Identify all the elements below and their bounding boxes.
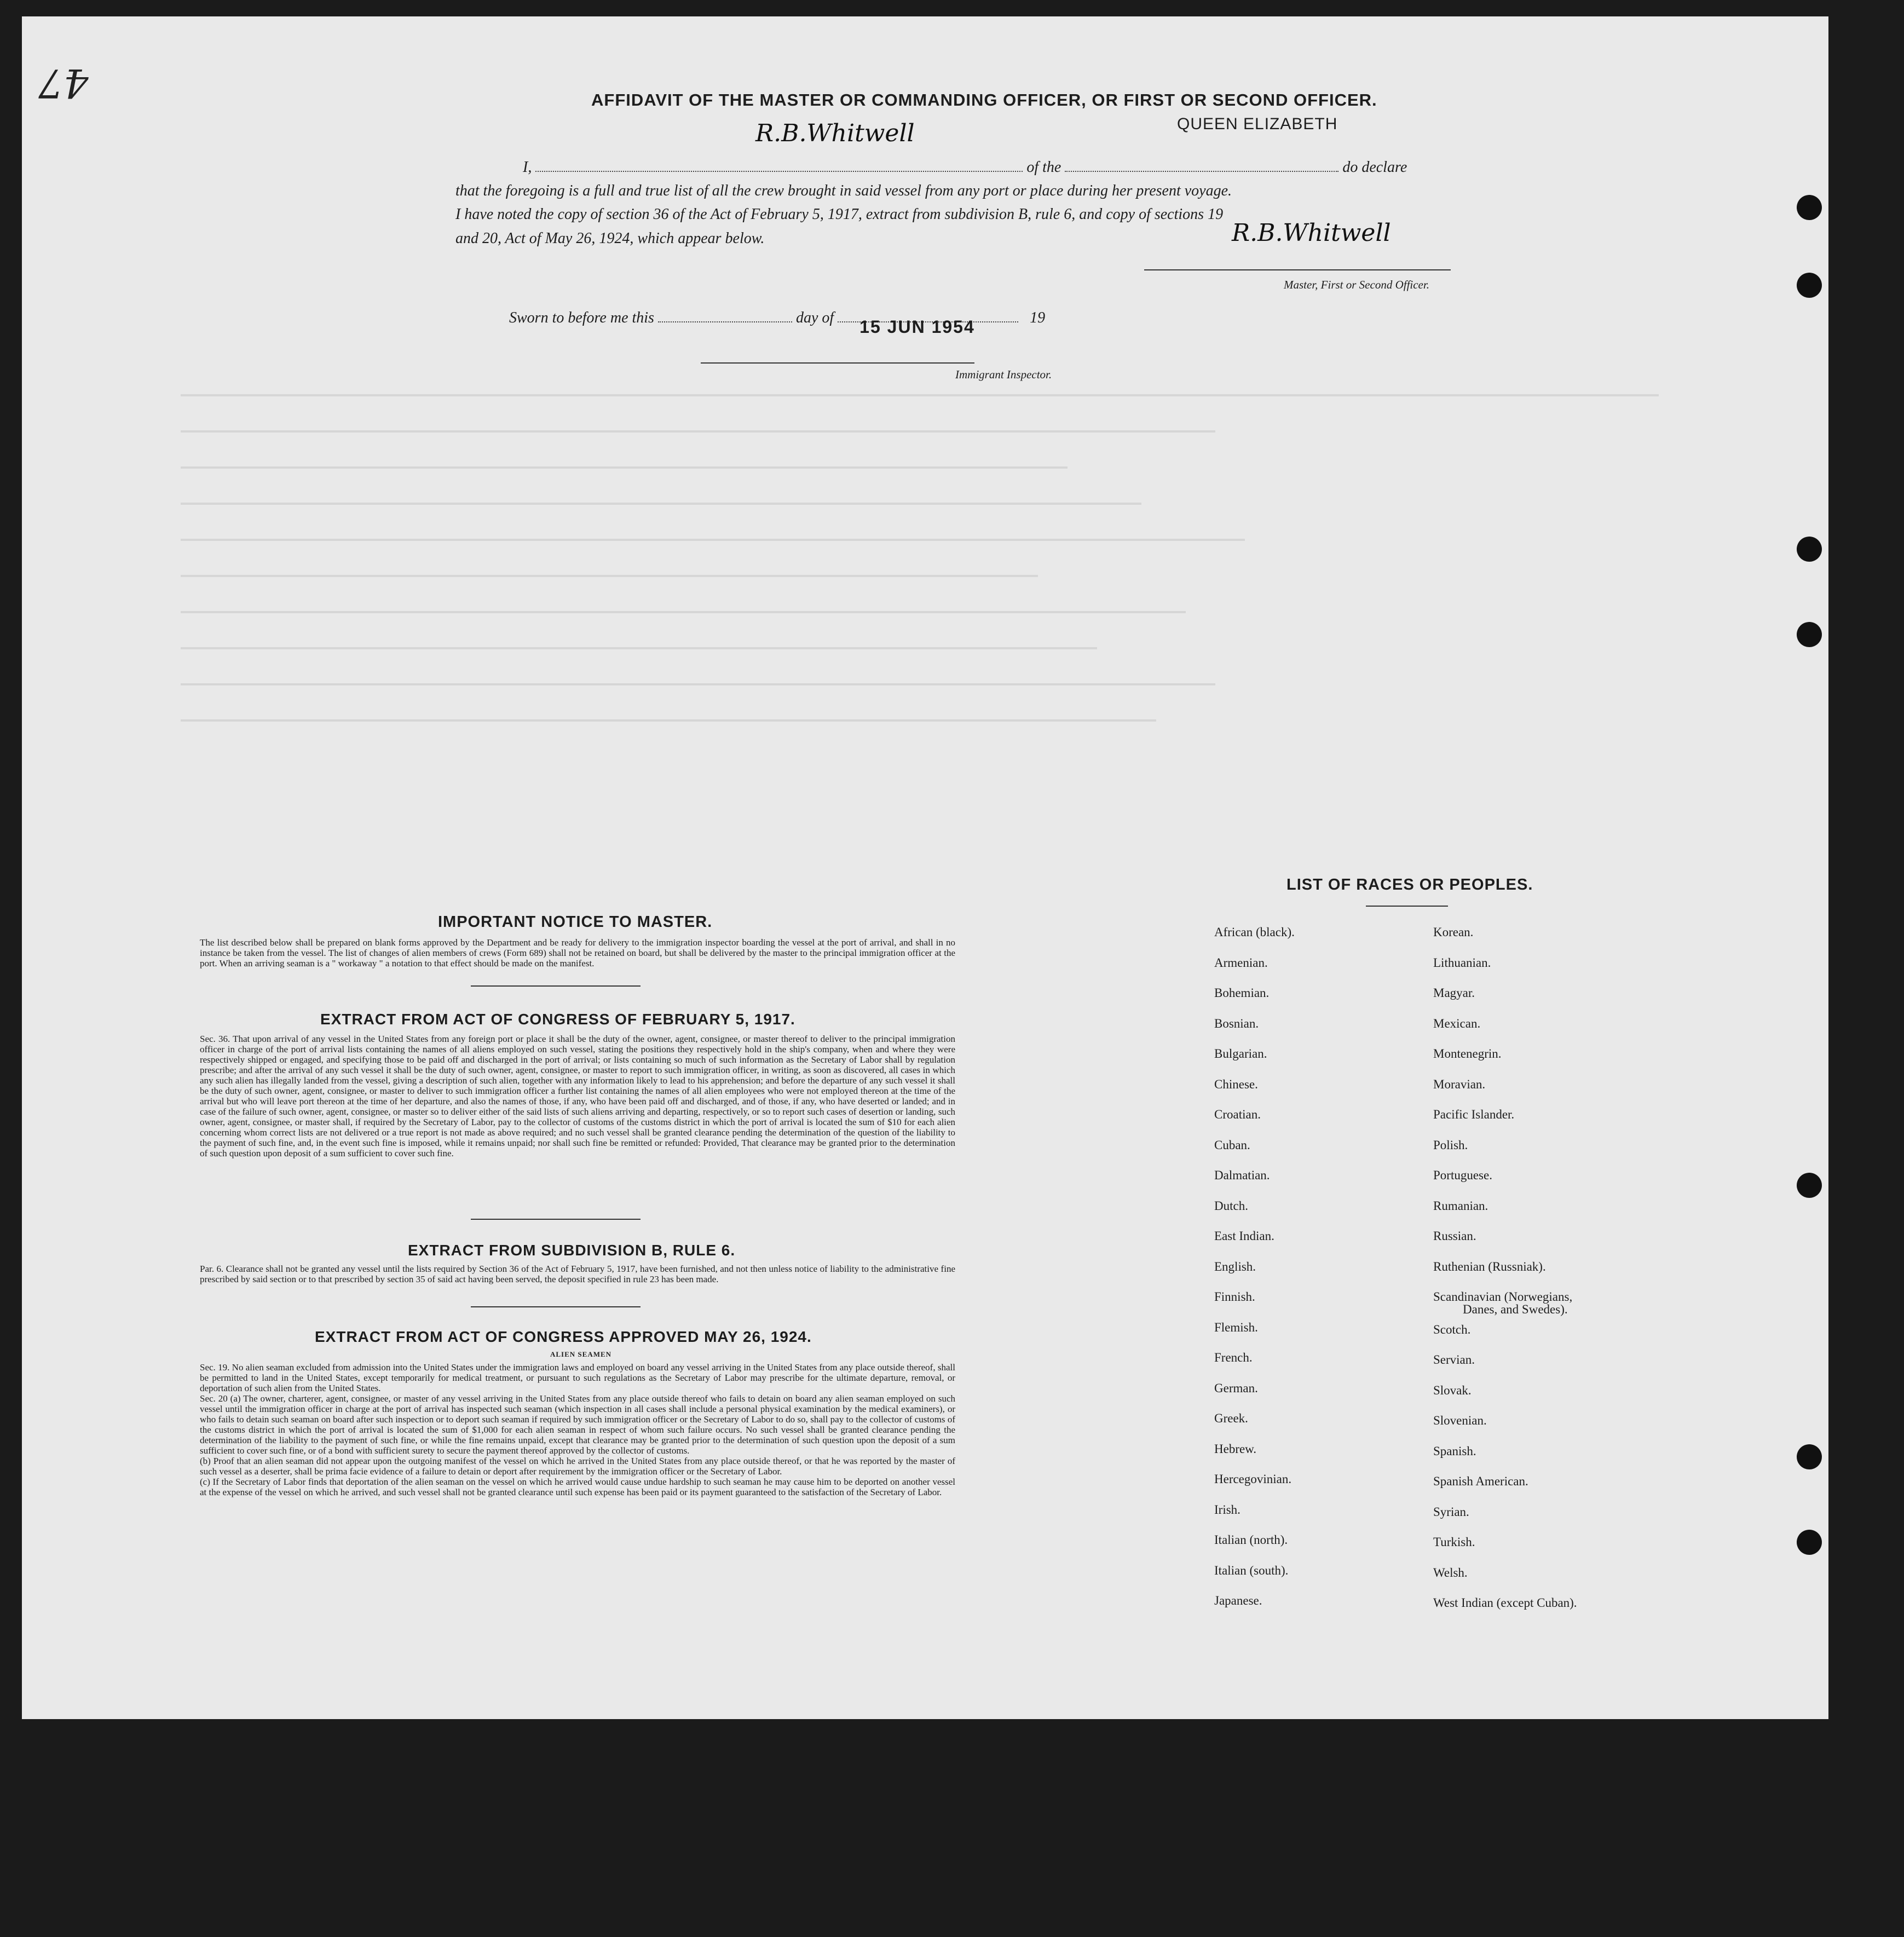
race-entry: Dalmatian. <box>1214 1168 1270 1182</box>
date-stamp: 15 JUN 1954 <box>859 317 975 337</box>
notice-title: IMPORTANT NOTICE TO MASTER. <box>438 913 713 931</box>
race-entry: German. <box>1214 1381 1258 1395</box>
race-entry: Lithuanian. <box>1433 955 1491 970</box>
race-entry: Spanish American. <box>1433 1474 1528 1488</box>
race-entry: Armenian. <box>1214 955 1268 970</box>
master-label: Master, First or Second Officer. <box>1284 278 1429 291</box>
race-entry: Hebrew. <box>1214 1442 1257 1456</box>
divider <box>471 1306 641 1307</box>
sec20a-text: Sec. 20 (a) The owner, charterer, agent, consignee, or master of any vessel arriving in the United States from any place outside thereof who fails to detain on board any alien seaman employed on such vessel until the immigration officer in charge at the port of arrival has inspected such seaman (which inspection in all cases shall include a personal physical examination by the medical examiners), or who fails to detain such seaman on board after such inspection or to deport such seaman if required by such immigration officer or the Secretary of Labor to do so, shall pay to the collector of customs of the customs district in which the port of arrival is located the sum of $1,000 for each alien seaman in respect of whom such failure occurs. No such vessel shall be granted clearance pending the determination of the liability to the payment of such fine, or while the fine remains unpaid, except that clearance may be granted prior to the determination of such question upon the deposit of a sum sufficient to cover such fine, or of a bond with sufficient surety to secure the payment thereof approved by the collector of customs. <box>200 1393 955 1456</box>
punch-hole <box>1797 273 1822 298</box>
races-title: LIST OF RACES OR PEOPLES. <box>1286 876 1533 893</box>
punch-hole <box>1797 537 1822 562</box>
race-entry: Welsh. <box>1433 1565 1468 1579</box>
race-entry: Hercegovinian. <box>1214 1472 1292 1486</box>
extract-rule6-title: EXTRACT FROM SUBDIVISION B, RULE 6. <box>408 1242 736 1259</box>
punch-hole <box>1797 1173 1822 1198</box>
race-entry: Scandinavian (Norwegians, <box>1433 1290 1573 1304</box>
declarant-name-line <box>535 171 1023 172</box>
race-entry: Japanese. <box>1214 1594 1262 1607</box>
corner-folio-mark: 47 <box>38 60 89 106</box>
race-entry: Italian (north). <box>1214 1533 1288 1547</box>
affidavit-line4: and 20, Act of May 26, 1924, which appear below. <box>455 230 765 247</box>
race-entry: West Indian (except Cuban). <box>1433 1596 1577 1610</box>
bleed-through-area <box>181 394 1659 1079</box>
divider <box>471 1219 641 1220</box>
punch-hole <box>1797 622 1822 647</box>
race-entry: Chinese. <box>1214 1077 1258 1091</box>
sworn-line <box>509 309 1046 337</box>
sworn-prefix: Sworn to before me this <box>509 309 654 326</box>
race-entry: Greek. <box>1214 1411 1248 1425</box>
race-entry: Irish. <box>1214 1502 1241 1517</box>
extract-1917-body: Sec. 36. That upon arrival of any vessel in the United States from any foreign port or place it shall be the duty of the owner, agent, consignee, or master thereof to deliver to the principal immigration officer in charge of the port of arrival lists containing the names of all aliens employed on such vessel, stating the positions they respectively hold in the ship's company, when and where they were respectively shipped or engaged, and specifying those to be paid off and discharged in the port of arrival; or lists containing so much of such information as the Secretary of Labor shall by regulation prescribe; and after the arrival of any such vessel it shall be the duty of such owner, agent, consignee, or master to report to such immigration officer, in writing, as soon as discovered, all cases in which any such alien has illegally landed from the vessel, giving a description of such alien, together with any information likely to lead to his apprehension; and before the departure of any such vessel it shall be the duty of such owner, agent, consignee, or master to deliver to such immigration officer a further list containing the names of all alien employees who were not employed thereon at the time of the arrival but who will leave port thereon at the time of her departure, and also the names of those, if any, who have been paid off and discharged, and of those, if any, who have deserted or landed; and in case of the failure of such owner, agent, consignee, or master so to deliver either of the said lists of such aliens arriving and departing, respectively, or so to report such cases of desertion or landing, such owner, agent, consignee, or master shall, if required by the Secretary of Labor, pay to the collector of customs of the customs district in which the port of arrival is located the sum of $10 for each alien concerning whom correct lists are not delivered or a true report is not made as above required; and no such vessel shall be granted clearance pending the determination of the question of the liability to the payment of such fine, and, in the event such fine is imposed, while it remains unpaid; nor shall such fine be remitted or refunded: Provided, That clearance may be granted prior to the determination of such question upon deposit of a sum sufficient to cover such fine. <box>200 1034 955 1158</box>
race-entry: African (black). <box>1214 925 1295 939</box>
race-entry: Mexican. <box>1433 1016 1481 1030</box>
race-entry: Pacific Islander. <box>1433 1108 1515 1121</box>
of-the-label: of the <box>1026 159 1061 176</box>
race-entry: English. <box>1214 1259 1256 1273</box>
race-entry: Scotch. <box>1433 1322 1471 1336</box>
race-entry: Ruthenian (Russniak). <box>1433 1259 1546 1273</box>
race-entry: Montenegrin. <box>1433 1047 1502 1060</box>
do-declare-label: do declare <box>1342 159 1407 176</box>
extract-rule6-body: Par. 6. Clearance shall not be granted any vessel until the lists required by Section 36 of the Act of February 5, 1917, have been furnished, and not then unless notice of liability to the administrative fine prescribed by said section or to that prescribed by section 35 of said act having been served, the deposit specified in rule 23 has been made. <box>200 1264 955 1284</box>
vessel-line <box>1065 171 1338 172</box>
inspector-signature-line <box>701 362 974 364</box>
vessel-name-stamp: QUEEN ELIZABETH <box>1177 115 1338 133</box>
race-entry: Bohemian. <box>1214 986 1270 1000</box>
race-entry-continuation: Danes, and Swedes). <box>1463 1302 1568 1316</box>
sec20c-text: (c) If the Secretary of Labor finds that deportation of the alien seaman on the vessel on which he arrived would cause undue hardship to such seaman he may cause him to be deported on another vessel at the expense of the vessel on which he arrived, and such vessel shall not be granted clearance until such expense has been paid or its payment guaranteed to the satisfaction of the Secretary of Labor. <box>200 1477 955 1497</box>
affidavit-i-label: I, <box>523 159 532 176</box>
affidavit-line3: I have noted the copy of section 36 of the Act of February 5, 1917, extract from subdivision B, rule 6, and copy of sections 19 <box>455 206 1224 223</box>
race-entry: Korean. <box>1433 925 1474 939</box>
sworn-month-line <box>838 317 1018 337</box>
sworn-day-of: day of <box>795 309 834 326</box>
sec19-text: Sec. 19. No alien seaman excluded from admission into the United States under the immigration laws and employed on board any vessel arriving in the United States from any place outside thereof, shall be permitted to land in the United States, except temporarily for medical treatment, or pursuant to such regulations as the Secretary of Labor may prescribe for the ultimate departure, removal, or deportation of such alien from the United States. <box>200 1362 955 1393</box>
race-entry: Dutch. <box>1214 1198 1248 1213</box>
race-entry: Bulgarian. <box>1214 1047 1267 1060</box>
race-entry: Polish. <box>1433 1138 1468 1152</box>
race-entry: Finnish. <box>1214 1290 1255 1304</box>
punch-hole <box>1797 195 1822 220</box>
sec20b-text: (b) Proof that an alien seaman did not appear upon the outgoing manifest of the vessel on which he arrived in the United States from any place outside thereof, or that he was reported by the master of such vessel as a deserter, shall be prima facie evidence of a failure to detain or deport after requirement by the immigration officer or the Secretary of Labor. <box>200 1456 955 1477</box>
affidavit-line1 <box>523 159 1475 176</box>
race-entry: Flemish. <box>1214 1320 1258 1334</box>
extract-1917-title: EXTRACT FROM ACT OF CONGRESS OF FEBRUARY 5, 1917. <box>320 1011 795 1028</box>
master-signature: R.B.Whitwell <box>1232 219 1391 247</box>
race-entry: Spanish. <box>1433 1444 1476 1458</box>
race-entry: Slovak. <box>1433 1383 1472 1397</box>
race-entry: Russian. <box>1433 1229 1476 1243</box>
race-entry: Slovenian. <box>1433 1414 1487 1427</box>
notice-body: The list described below shall be prepared on blank forms approved by the Department and be ready for delivery to the immigration inspector boarding the vessel at the port of arrival, and shall in no instance be taken from the vessel. The list of changes of alien members of crews (Form 689) shall not be retained on board, but shall be delivered by the master to the principal immigration officer at the port. When an arriving seaman is a " workaway " a notation to that effect should be made on the manifest. <box>200 937 955 968</box>
sworn-year-suffix: 19 <box>1030 309 1046 326</box>
race-entry: Rumanian. <box>1433 1198 1488 1213</box>
sworn-day-line <box>658 321 792 322</box>
extract-1924-body <box>200 1362 955 1497</box>
punch-hole <box>1797 1530 1822 1555</box>
race-entry: Bosnian. <box>1214 1016 1259 1030</box>
race-entry: French. <box>1214 1351 1253 1364</box>
race-entry: Moravian. <box>1433 1077 1486 1091</box>
race-entry: Cuban. <box>1214 1138 1250 1152</box>
race-entry: Turkish. <box>1433 1535 1475 1549</box>
race-entry: Portuguese. <box>1433 1168 1492 1182</box>
races-title-rule <box>1366 906 1448 907</box>
race-entry: East Indian. <box>1214 1229 1274 1243</box>
master-signature-line <box>1144 269 1451 270</box>
master-signature-top: R.B.Whitwell <box>755 119 915 147</box>
inspector-label: Immigrant Inspector. <box>955 368 1052 381</box>
race-entry: Magyar. <box>1433 986 1475 1000</box>
extract-1924-subtitle: ALIEN SEAMEN <box>550 1350 612 1358</box>
extract-1924-title: EXTRACT FROM ACT OF CONGRESS APPROVED MAY 26, 1924. <box>315 1328 812 1345</box>
affidavit-title: AFFIDAVIT OF THE MASTER OR COMMANDING OFFICER, OR FIRST OR SECOND OFFICER. <box>591 90 1377 109</box>
punch-hole <box>1797 1444 1822 1469</box>
race-entry: Servian. <box>1433 1353 1475 1367</box>
affidavit-line2: that the foregoing is a full and true list of all the crew brought in said vessel from any port or place during her present voyage. <box>455 182 1232 199</box>
race-entry: Italian (south). <box>1214 1563 1289 1577</box>
race-entry: Syrian. <box>1433 1504 1469 1519</box>
divider <box>471 985 641 987</box>
race-entry: Croatian. <box>1214 1108 1261 1121</box>
